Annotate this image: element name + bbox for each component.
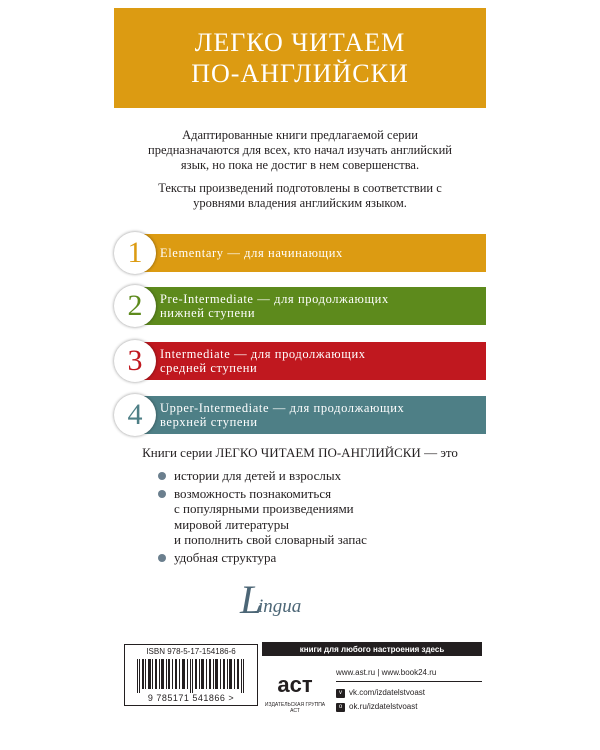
level-3 (114, 342, 486, 380)
feature-line: и пополнить свой словарный запас (174, 532, 367, 547)
feature-line: удобная структура (174, 549, 277, 565)
publisher-slogan: книги для любого настроения здесь (262, 642, 482, 656)
vk-icon: v (336, 689, 345, 698)
intro-paragraph-2: Тексты произведений подготовлены в соответствии с уровнями владения английским языком. (158, 181, 442, 210)
feature-item (158, 486, 478, 548)
level-description-line-1: Elementary — для начинающих (160, 246, 343, 260)
vk-link-row (336, 686, 482, 700)
lingua-logo-initial: L (240, 577, 263, 622)
lingua-logo-rest: ingua (258, 596, 302, 617)
publisher-links (336, 666, 482, 714)
level-number: 3 (127, 344, 143, 377)
ok-link[interactable]: ok.ru/izdatelstvoast (349, 702, 418, 711)
bullet-dot-icon (158, 472, 166, 480)
book-back-cover (114, 8, 486, 742)
intro-text (148, 128, 452, 219)
isbn-barcode (124, 644, 258, 706)
ast-logo-mark: аст (277, 672, 313, 697)
ast-publisher-logo (262, 664, 328, 716)
feature-item (158, 468, 478, 484)
level-number: 1 (127, 236, 143, 269)
website-link[interactable]: www.ast.ru | www.book24.ru (336, 668, 437, 677)
feature-line: с популярными произведениями (174, 501, 354, 516)
level-description-line-2: верхней ступени (160, 415, 258, 429)
level-description (160, 234, 450, 272)
level-number-circle (114, 340, 156, 382)
vk-link[interactable]: vk.com/izdatelstvoast (349, 688, 426, 697)
series-title-line-2: ПО-АНГЛИЙСКИ (191, 59, 409, 88)
series-title-line-1: ЛЕГКО ЧИТАЕМ (194, 28, 406, 57)
level-number-circle (114, 232, 156, 274)
level-4 (114, 396, 486, 434)
links-divider (336, 681, 482, 682)
level-description-line-2: нижней ступени (160, 306, 256, 320)
series-summary-heading: Книги серии ЛЕГКО ЧИТАЕМ ПО-АНГЛИЙСКИ — это (142, 445, 458, 460)
lingua-logo (240, 578, 360, 628)
level-description (160, 342, 450, 380)
website-links (336, 666, 482, 680)
level-description-line-1: Pre-Intermediate — для продолжающих (160, 292, 389, 306)
series-header (114, 8, 486, 108)
level-description (160, 287, 450, 325)
feature-line: возможность познакомиться (174, 485, 332, 501)
barcode-digits: 9 785171 541866 > (147, 693, 235, 703)
level-description-line-1: Intermediate — для продолжающих (160, 347, 366, 361)
level-number: 2 (127, 289, 143, 322)
intro-paragraph-1: Адаптированные книги предлагаемой серии предназначаются для всех, кто начал изучать английский язык, но пока не достиг в нем совершенства. (148, 128, 452, 172)
feature-line: истории для детей и взрослых (174, 468, 342, 483)
feature-list (158, 468, 478, 567)
barcode-bars (135, 659, 247, 693)
level-2 (114, 287, 486, 325)
ok-icon: o (336, 703, 345, 712)
level-description-line-1: Upper-Intermediate — для продолжающих (160, 401, 405, 415)
bullet-dot-icon (158, 554, 166, 562)
level-number-circle (114, 285, 156, 327)
level-1 (114, 234, 486, 272)
ast-logo-caption: ИЗДАТЕЛЬСКАЯ ГРУППА АСТ (264, 702, 326, 714)
ok-link-row (336, 700, 482, 714)
feature-item (158, 550, 478, 566)
isbn-number: ISBN 978-5-17-154186-6 (146, 647, 236, 656)
bullet-dot-icon (158, 490, 166, 498)
feature-line: мировой литературы (174, 516, 290, 532)
level-description (160, 396, 450, 434)
level-description-line-2: средней ступени (160, 361, 258, 375)
level-number-circle (114, 394, 156, 436)
level-number: 4 (127, 398, 143, 431)
